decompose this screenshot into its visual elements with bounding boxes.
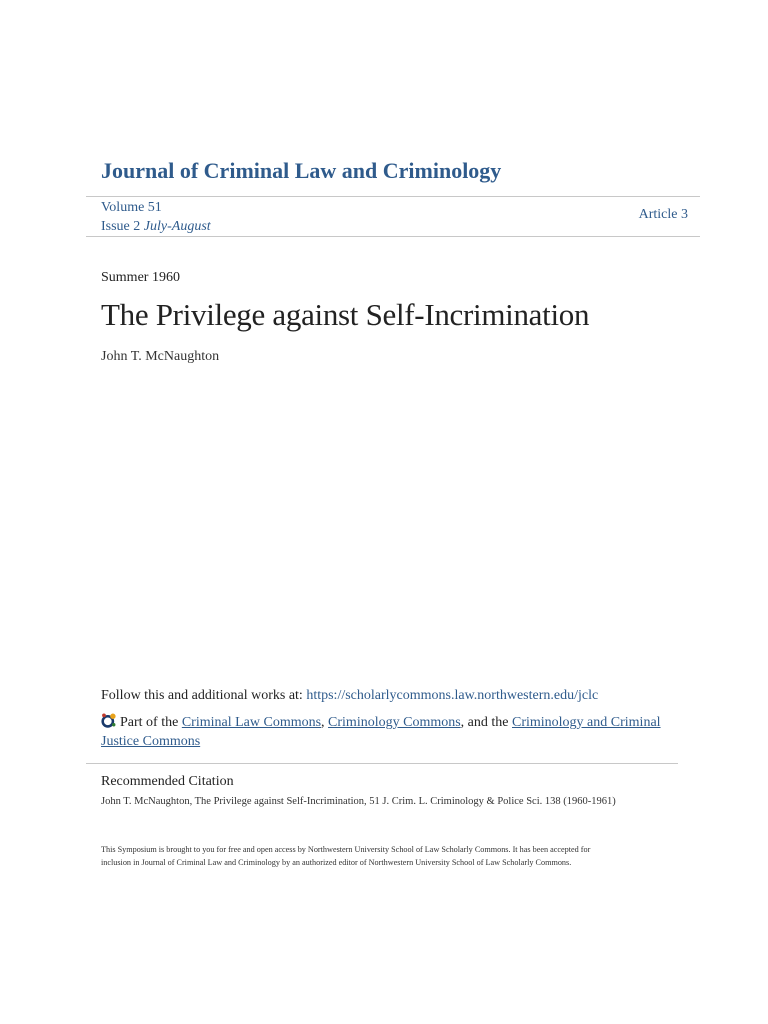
follow-line (101, 688, 598, 704)
recommended-citation-text: John T. McNaughton, The Privilege against Self-Incrimination, 51 J. Crim. L. Criminology & Police Sci. 138 (1960-1961) (101, 796, 616, 807)
issue-link[interactable] (101, 217, 211, 236)
access-notice-line1: This Symposium is brought to you for free and open access by Northwestern University School of Law Scholarly Commons. It has been accepted for (101, 845, 591, 854)
repository-url-link[interactable]: https://scholarlycommons.law.northwestern.edu/jclc (306, 688, 599, 703)
part-of-sep1: , (321, 715, 329, 730)
divider-citation (86, 763, 678, 764)
divider-top (86, 196, 700, 197)
publication-season: Summer 1960 (101, 270, 180, 285)
journal-title-link[interactable]: Journal of Criminal Law and Criminology (101, 158, 502, 183)
volume-link[interactable]: Volume 51 (101, 200, 162, 215)
access-notice-line2: inclusion in Journal of Criminal Law and Criminology by an authorized editor of Northwestern University School of Law Scholarly Commons. (101, 858, 572, 867)
cj-commons-line2: Justice Commons (101, 734, 201, 749)
cj-commons-line1: Criminology and Criminal (512, 715, 661, 730)
issue-info (101, 198, 211, 236)
part-of-prefix: Part of the (120, 715, 182, 730)
issue-label: Issue 2 (101, 219, 141, 234)
criminology-commons-link[interactable]: Criminology Commons (328, 715, 461, 730)
divider-middle (86, 236, 700, 237)
criminal-law-commons-link[interactable]: Criminal Law Commons (181, 715, 322, 730)
network-commons-icon (101, 712, 118, 729)
access-notice (101, 843, 676, 869)
part-of-line (101, 712, 681, 751)
recommended-citation-heading: Recommended Citation (101, 774, 234, 789)
part-of-sep2: , and the (460, 715, 512, 730)
author-name: John T. McNaughton (101, 349, 220, 364)
issue-period: July-August (143, 219, 211, 234)
follow-prefix: Follow this and additional works at: (101, 688, 307, 703)
article-number-link[interactable]: Article 3 (638, 207, 688, 222)
paper-title: The Privilege against Self-Incrimination (101, 297, 590, 332)
